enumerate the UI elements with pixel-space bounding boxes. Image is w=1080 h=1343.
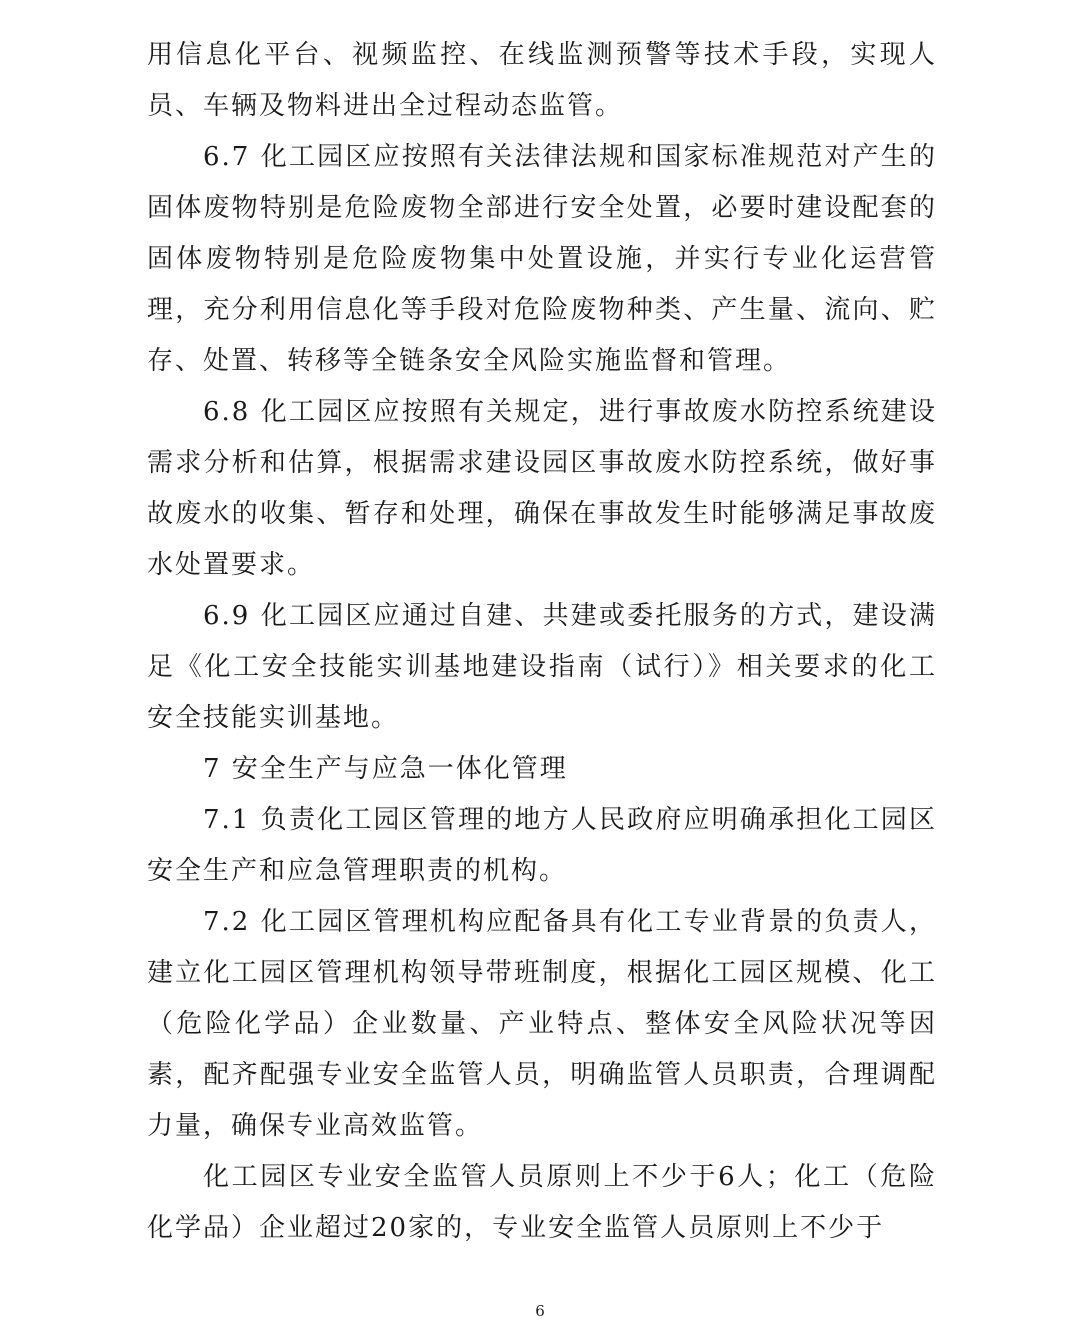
paragraph-staff-requirement: 化工园区专业安全监管人员原则上不少于6人；化工（危险化学品）企业超过20家的，专业安全监管人员原则上不少于 [147,1162,937,1243]
paragraph-7-1: 7.1 负责化工园区管理的地方人民政府应明确承担化工园区安全生产和应急管理职责的机构。 [147,805,937,886]
page-number: 6 [535,1302,545,1320]
paragraph-6-7: 6.7 化工园区应按照有关法律法规和国家标准规范对产生的固体废物特别是危险废物全部进行安全处置，必要时建设配套的固体废物特别是危险废物集中处置设施，并实行专业化运营管理，充分利用信息化等手段对危险废物种类、产生量、流向、贮存、处置、转移等全链条安全风险实施监督和管理。 [147,142,937,376]
paragraph-continued: 用信息化平台、视频监控、在线监测预警等技术手段，实现人员、车辆及物料进出全过程动态监管。 [147,40,937,121]
section-heading-7: 7 安全生产与应急一体化管理 [203,754,568,784]
paragraph-6-8: 6.8 化工园区应按照有关规定，进行事故废水防控系统建设需求分析和估算，根据需求建设园区事故废水防控系统，做好事故废水的收集、暂存和处理，确保在事故发生时能够满足事故废水处置要求。 [147,397,937,580]
paragraph-6-9: 6.9 化工园区应通过自建、共建或委托服务的方式，建设满足《化工安全技能实训基地建设指南（试行）》相关要求的化工安全技能实训基地。 [147,601,937,733]
paragraph-7-2: 7.2 化工园区管理机构应配备具有化工专业背景的负责人，建立化工园区管理机构领导带班制度，根据化工园区规模、化工（危险化学品）企业数量、产业特点、整体安全风险状况等因素，配齐配强专业安全监管人员，明确监管人员职责，合理调配力量，确保专业高效监管。 [147,907,937,1141]
document-body [147,30,937,1254]
